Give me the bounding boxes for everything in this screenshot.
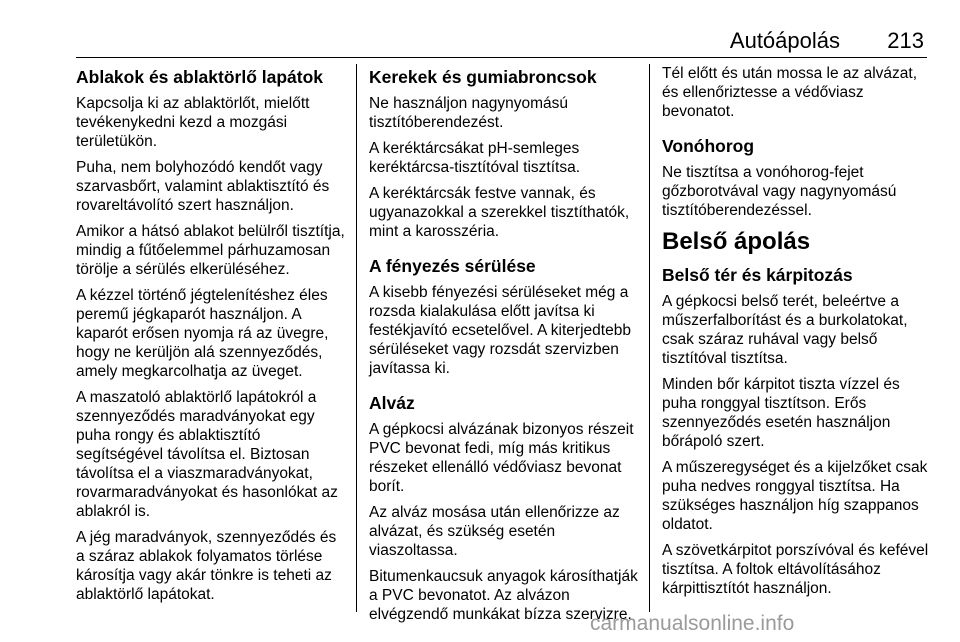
column-1 xyxy=(76,64,348,611)
paragraph: Amikor a hátsó ablakot belülről tisztítja, mindig a fűtőelemmel párhuzamosan törölje a sérülés elkerüléséhez. xyxy=(76,223,345,278)
heading-windows-wipers: Ablakok és ablaktörlő lapátok xyxy=(76,67,324,87)
page-number: 213 xyxy=(887,28,924,53)
column-divider-1 xyxy=(356,64,357,612)
paragraph: Bitumenkaucsuk anyagok károsíthatják a PVC bevonatot. Az alvázon elvégzendő munkákat bízza szervizre. xyxy=(369,568,638,623)
paragraph: A maszatoló ablaktörlő lapátokról a szennyeződés maradványokat egy puha rongy és ablaktisztító segítségével távolítsa el. Biztosan távolítsa el a viaszmaradványokat, rovarmaradványokat és hasonlókat az ablakról is. xyxy=(76,389,338,520)
paragraph: Ne használjon nagynyomású tisztítóberendezést. xyxy=(369,95,569,131)
paragraph: A kisebb fényezési sérüléseket még a rozsda kialakulása előtt javítsa ki festékjavító ecsetelővel. A kiterjedtebb sérüléseket vagy rozsdát szervizben javítassa ki. xyxy=(369,284,631,377)
paragraph: Az alváz mosása után ellenőrizze az alvázat, és szükség esetén viaszoltassa. xyxy=(369,504,620,559)
paragraph: Ne tisztítsa a vonóhorog-fejet gőzborotvával vagy nagynyomású tisztítóberendezéssel. xyxy=(662,164,897,219)
heading-towbar: Vonóhorog xyxy=(662,136,755,156)
paragraph: Tél előtt és után mossa le az alvázat, és ellenőriztesse a védőviasz bevonatot. xyxy=(662,65,918,120)
heading-wheels-tyres: Kerekek és gumiabroncsok xyxy=(369,67,597,87)
paragraph: A keréktárcsákat pH-semleges keréktárcsa-tisztítóval tisztítsa. xyxy=(369,140,581,176)
paragraph: A szövetkárpitot porszívóval és kefével tisztítsa. A foltok eltávolításához kárpittisztítót használjon. xyxy=(662,542,929,597)
paragraph: A gépkocsi belső terét, beleértve a műszerfalborítást és a burkolatokat, csak száraz ruhával vagy belső tisztítóval tisztítsa. xyxy=(662,293,908,367)
watermark: carmanualsonline.info xyxy=(590,612,795,635)
paragraph: A jég maradványok, szennyeződés és a száraz ablakok folyamatos törlése károsítja vagy akár tönkre is teheti az ablaktörlő lapátokat. xyxy=(76,529,337,603)
paragraph: A gépkocsi alvázának bizonyos részeit PVC bevonat fedi, míg más kritikus részeket ellenálló védőviasz bevonat borít. xyxy=(369,421,634,495)
column-2 xyxy=(369,64,641,631)
heading-paint-damage: A fényezés sérülése xyxy=(369,256,536,276)
page-header xyxy=(0,28,960,54)
paragraph: A műszeregységet és a kijelzőket csak puha nedves ronggyal tisztítsa. Ha szükséges használjon híg szappanos oldatot. xyxy=(662,459,928,533)
paragraph: A kézzel történő jégtelenítéshez éles peremű jégkaparót használjon. A kaparót erősen nyomja rá az üvegre, hogy ne kerüljön alá szennyeződés, amely megkarcolhatja az üveget. xyxy=(76,287,329,380)
paragraph: A keréktárcsák festve vannak, és ugyanazokkal a szerekkel tisztíthatók, mint a karosszéria. xyxy=(369,185,630,240)
heading-interior-upholstery: Belső tér és kárpitozás xyxy=(662,265,853,285)
heading-interior-care: Belső ápolás xyxy=(662,228,811,255)
paragraph: Puha, nem bolyhozódó kendőt vagy szarvasbőrt, valamint ablaktisztító és rovareltávolító szert használjon. xyxy=(76,159,330,214)
column-divider-2 xyxy=(649,64,650,612)
heading-underbody: Alváz xyxy=(369,393,415,413)
header-rule xyxy=(76,57,927,58)
paragraph: Minden bőr kárpitot tiszta vízzel és puha ronggyal tisztítson. Erős szennyeződés esetén használjon bőrápoló szert. xyxy=(662,376,900,450)
column-3 xyxy=(662,64,934,605)
paragraph: Kapcsolja ki az ablaktörlőt, mielőtt tevékenykedni kezd a mozgási területükön. xyxy=(76,95,310,150)
section-title: Autóápolás xyxy=(729,28,840,53)
